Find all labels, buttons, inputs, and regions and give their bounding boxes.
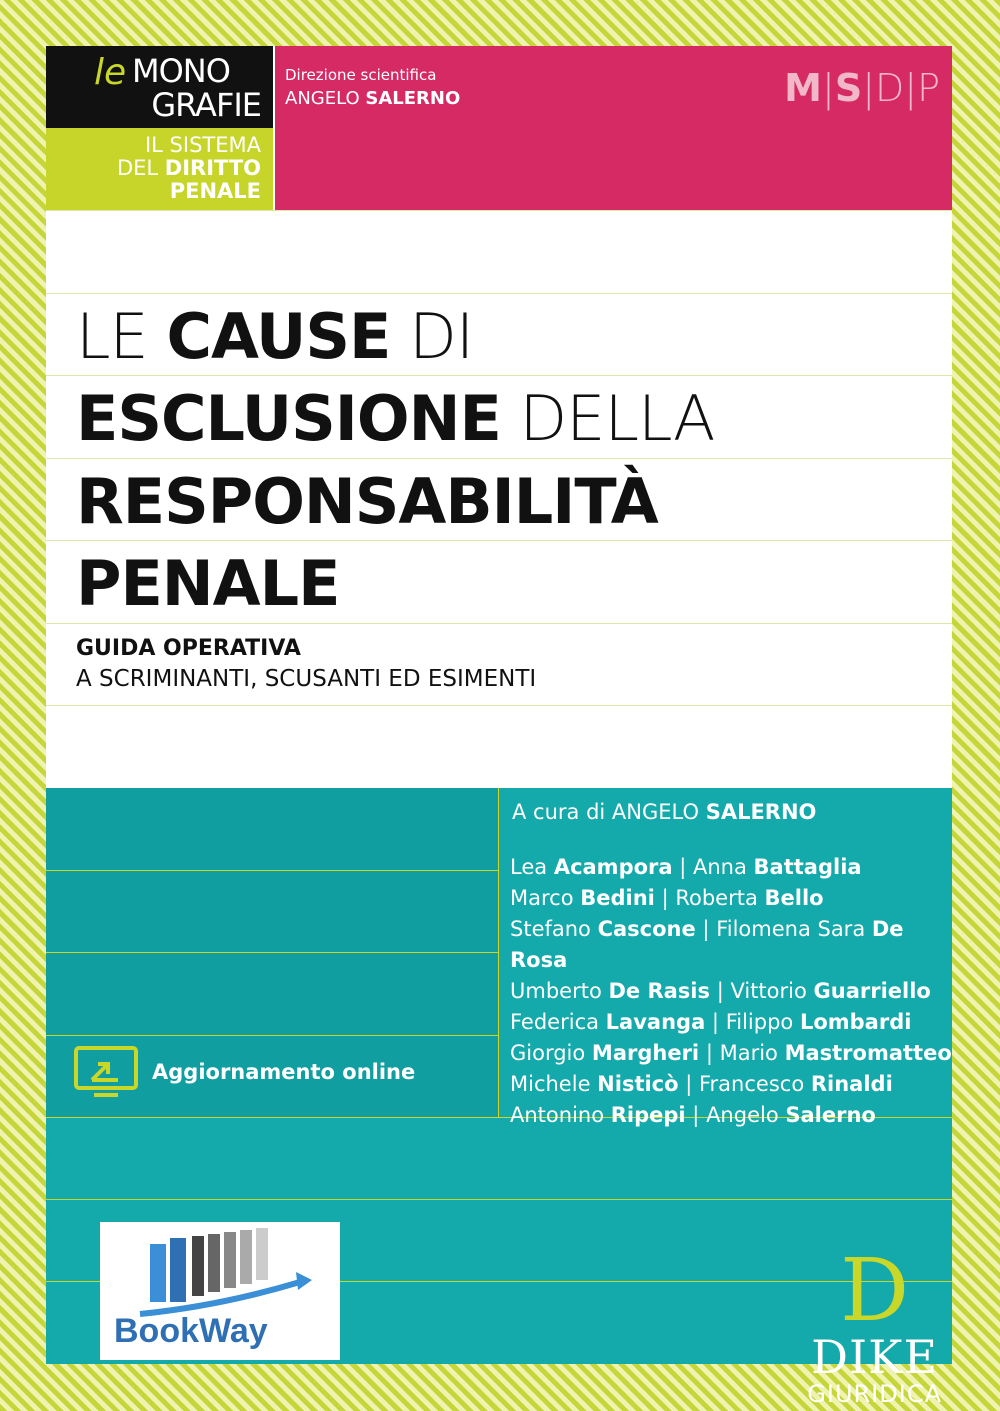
- bookway-logo-graphic: [100, 1222, 340, 1360]
- author-first-name: Filomena Sara: [716, 917, 866, 941]
- author-last-name: Salerno: [785, 1103, 876, 1127]
- author-last-name: Cascone: [597, 917, 696, 941]
- author-last-name: Bello: [764, 886, 824, 910]
- rule: [46, 210, 952, 211]
- author-first-name: Marco: [510, 886, 574, 910]
- author-first-name: Federica: [510, 1010, 599, 1034]
- rule: [46, 952, 498, 953]
- rule: [46, 458, 952, 459]
- author-first-name: Antonino: [510, 1103, 605, 1127]
- rule: [46, 375, 952, 376]
- author-last-name: Guarriello: [813, 979, 931, 1003]
- direction-name: ANGELO SALERNO: [285, 88, 461, 109]
- author-first-name: Giorgio: [510, 1041, 586, 1065]
- series-le: le: [94, 52, 127, 93]
- rule: [46, 540, 952, 541]
- author-first-name: Mario: [719, 1041, 778, 1065]
- author-first-name: Umberto: [510, 979, 602, 1003]
- curator-line: A cura di ANGELO SALERNO: [512, 800, 817, 824]
- author-first-name: Anna: [693, 855, 747, 879]
- author-list: [510, 852, 952, 1131]
- publisher-sub: GIURIDICA: [807, 1380, 942, 1408]
- author-last-name: Mastromatteo: [784, 1041, 952, 1065]
- series-mono: MONO: [132, 52, 230, 90]
- rule: [46, 293, 952, 294]
- title-line-2: ESCLUSIONE DELLA: [76, 382, 715, 455]
- msdp-logo: M|S|D|P: [784, 66, 940, 110]
- author-last-name: Nisticò: [597, 1072, 679, 1096]
- publisher-name: DIKE: [811, 1330, 939, 1384]
- direction-band: [275, 46, 952, 210]
- author-first-name: Roberta: [675, 886, 758, 910]
- panel-divider: [498, 788, 499, 1117]
- subtitle-line-1: GUIDA OPERATIVA: [76, 636, 301, 661]
- series-subtitle: IL SISTEMA DEL DIRITTO PENALE: [116, 133, 261, 203]
- author-separator: |: [672, 855, 693, 879]
- author-last-name: Bedini: [580, 886, 655, 910]
- series-subtitle-box: [46, 128, 273, 210]
- author-row: [510, 1038, 952, 1069]
- book-cover: [46, 46, 952, 1408]
- svg-text:BookWay: BookWay: [114, 1312, 268, 1350]
- series-logo: [46, 46, 273, 128]
- author-first-name: Michele: [510, 1072, 591, 1096]
- author-first-name: Francesco: [699, 1072, 805, 1096]
- authors-panel: [46, 788, 952, 1408]
- title-line-3: RESPONSABILITÀ: [76, 465, 658, 538]
- publisher-logo: [807, 1241, 942, 1409]
- author-last-name: Margheri: [591, 1041, 700, 1065]
- title-line-4: PENALE: [76, 547, 340, 620]
- author-first-name: Vittorio: [730, 979, 807, 1003]
- author-separator: |: [654, 886, 676, 910]
- subtitle-line-2: A SCRIMINANTI, SCUSANTI ED ESIMENTI: [76, 666, 537, 692]
- author-last-name: Battaglia: [753, 855, 862, 879]
- author-row: [510, 1069, 952, 1100]
- author-separator: |: [685, 1103, 707, 1127]
- author-separator: |: [699, 1041, 720, 1065]
- series-grafie: GRAFIE: [151, 86, 261, 124]
- author-row: [510, 1007, 952, 1038]
- publisher-mark: D: [840, 1241, 910, 1341]
- monitor-update-icon: [74, 1046, 138, 1098]
- author-first-name: Filippo: [725, 1010, 794, 1034]
- author-last-name: Lavanga: [605, 1010, 706, 1034]
- author-last-name: Acampora: [553, 855, 673, 879]
- online-update: [74, 1046, 415, 1098]
- author-last-name: De Rosa: [510, 917, 904, 972]
- author-first-name: Lea: [510, 855, 548, 879]
- author-row: [510, 976, 952, 1007]
- author-separator: |: [695, 917, 717, 941]
- rule: [46, 870, 498, 871]
- bookway-logo: [100, 1222, 340, 1360]
- rule: [46, 705, 952, 706]
- author-separator: |: [710, 979, 731, 1003]
- author-row: [510, 1100, 952, 1131]
- rule: [46, 1199, 952, 1200]
- author-first-name: Stefano: [510, 917, 591, 941]
- author-last-name: Ripepi: [610, 1103, 686, 1127]
- title-line-1: LE CAUSE DI: [76, 300, 474, 373]
- online-label: Aggiornamento online: [152, 1060, 416, 1084]
- rule: [46, 623, 952, 624]
- author-last-name: Rinaldi: [810, 1072, 893, 1096]
- author-row: [510, 914, 952, 976]
- author-row: [510, 852, 952, 883]
- author-separator: |: [678, 1072, 699, 1096]
- author-last-name: De Rasis: [608, 979, 711, 1003]
- author-separator: |: [705, 1010, 726, 1034]
- author-row: [510, 883, 952, 914]
- rule: [46, 1035, 498, 1036]
- direction-label: Direzione scientifica: [285, 66, 437, 84]
- author-last-name: Lombardi: [799, 1010, 912, 1034]
- author-first-name: Angelo: [706, 1103, 779, 1127]
